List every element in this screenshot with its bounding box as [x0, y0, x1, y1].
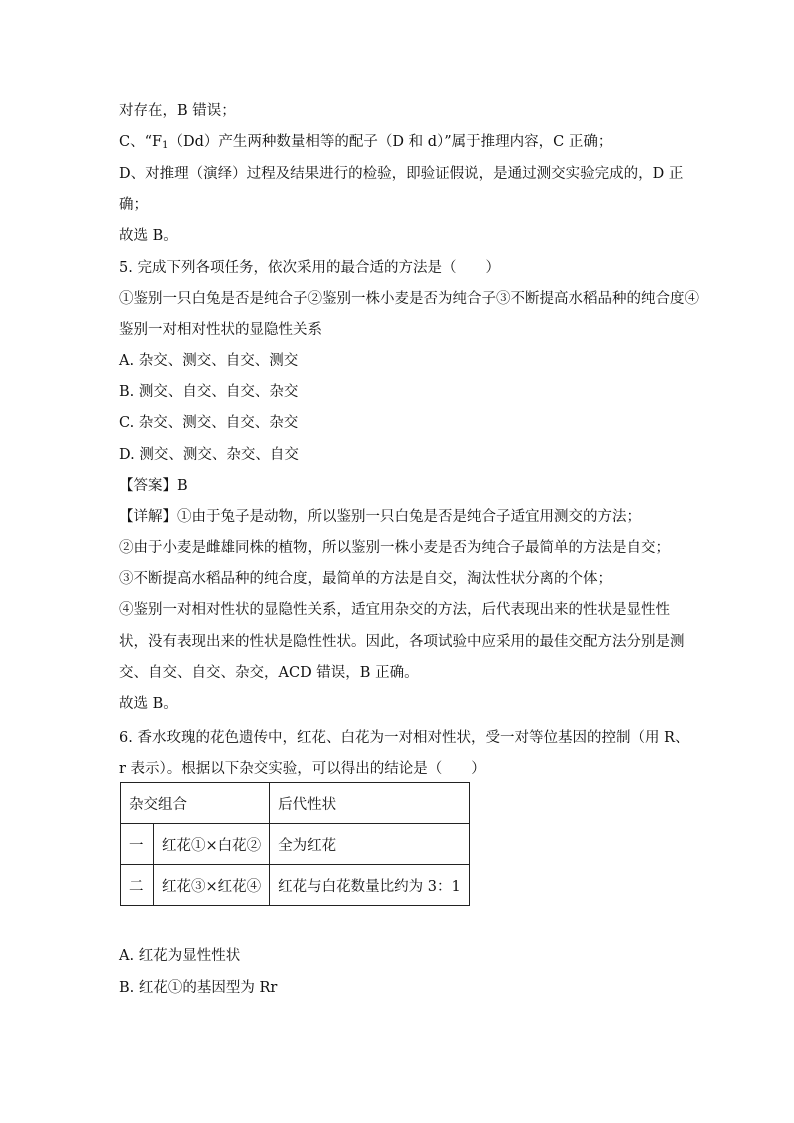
option-d: D. 测交、测交、杂交、自交: [119, 447, 299, 463]
option-a: A. 杂交、测交、自交、测交: [119, 353, 299, 369]
explanation-line: ③不断提高水稻品种的纯合度，最简单的方法是自交，淘汰性状分离的个体；: [119, 571, 612, 587]
option-b: B. 红花①的基因型为 Rr: [119, 980, 278, 996]
table-cell: 二: [121, 865, 154, 906]
cross-table: [120, 782, 470, 906]
question-5-text: ①鉴别一只白兔是否是纯合子②鉴别一株小麦是否为纯合子③不断提高水稻品种的纯合度④: [119, 291, 699, 307]
table-cell: 红花与白花数量比约为 3：1: [270, 865, 470, 906]
explanation-line: 状，没有表现出来的性状是隐性性状。因此，各项试验中应采用的最佳交配方法分别是测: [119, 634, 685, 650]
table-header-cell: 杂交组合: [121, 783, 270, 824]
table-cell: 一: [121, 824, 154, 865]
explanation-line: ②由于小麦是雌雄同株的植物，所以鉴别一株小麦是否为纯合子最简单的方法是自交；: [119, 540, 670, 556]
question-5-text: 鉴别一对相对性状的显隐性关系: [119, 322, 322, 338]
text-line: 对存在，B 错误；: [119, 103, 236, 119]
table-header-cell: 后代性状: [270, 783, 470, 824]
table-header-row: [121, 783, 470, 824]
answer-line: 【答案】B: [119, 478, 188, 494]
question-5: 5. 完成下列各项任务，依次采用的最合适的方法是（ ）: [119, 260, 500, 276]
option-c: C. 杂交、测交、自交、杂交: [119, 415, 299, 431]
table-cell: 红花①×白花②: [154, 824, 270, 865]
explanation-line: ④鉴别一对相对性状的显隐性关系，适宜用杂交的方法，后代表现出来的性状是显性性: [119, 602, 670, 618]
table-row: [121, 865, 470, 906]
table-row: [121, 824, 470, 865]
text-line: C、“$F_1(Dd)$产生两种数量相等的配子（D 和 d）”属于推理内容，C 正确；: [119, 134, 613, 151]
explanation-line: 交、自交、自交、杂交，ACD 错误，B 正确。: [119, 665, 419, 681]
text-line: 故选 B。: [119, 228, 178, 244]
table-cell: 全为红花: [270, 824, 470, 865]
explanation-line: 故选 B。: [119, 696, 178, 712]
option-a: A. 红花为显性性状: [119, 948, 241, 964]
text-line: D、对推理（演绎）过程及结果进行的检验，即验证假说，是通过测交实验完成的，D 正: [119, 166, 684, 182]
question-6-text: r 表示）。根据以下杂交实验，可以得出的结论是（ ）: [119, 761, 486, 777]
option-b: B. 测交、自交、自交、杂交: [119, 384, 299, 400]
table-cell: 红花③×红花④: [154, 865, 270, 906]
explanation-line: 【详解】①由于兔子是动物，所以鉴别一只白兔是否是纯合子适宜用测交的方法；: [119, 509, 641, 525]
text-line: 确；: [119, 197, 148, 213]
question-6: 6. 香水玫瑰的花色遗传中，红花、白花为一对相对性状，受一对等位基因的控制（用 R、: [119, 730, 690, 746]
